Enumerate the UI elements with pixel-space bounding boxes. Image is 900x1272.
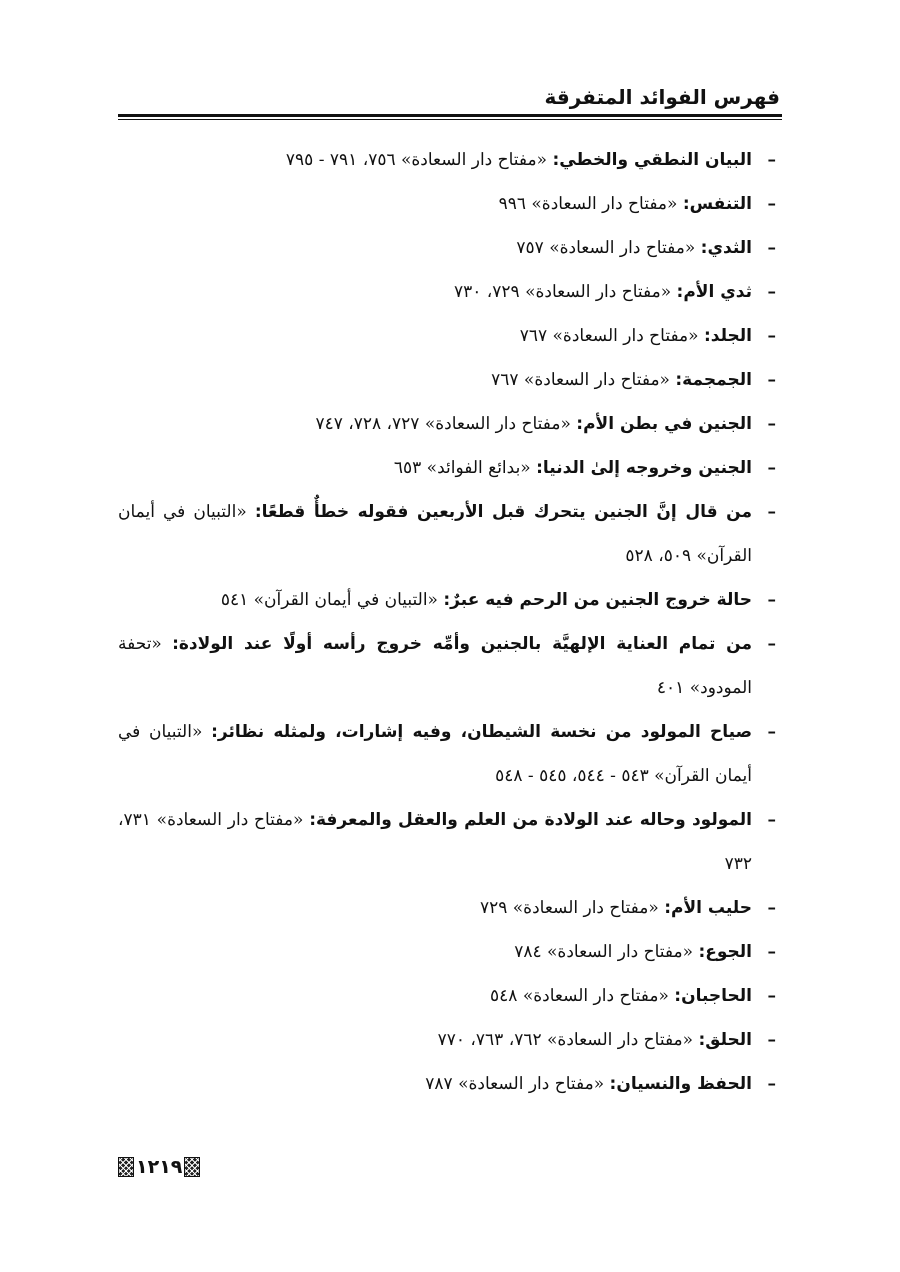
page-title: فهرس الفوائد المتفرقة: [544, 85, 780, 109]
entry-dash-icon: –: [767, 502, 776, 522]
ornament-left-icon: [118, 1157, 134, 1177]
entry-source: «مفتاح دار السعادة» ٧٦٧: [519, 326, 699, 346]
index-entry: [118, 622, 782, 710]
entry-term: البيان النطقي والخطي:: [552, 150, 752, 170]
entry-dash-icon: –: [767, 986, 776, 1006]
entry-dash-icon: –: [767, 898, 776, 918]
entry-source: «مفتاح دار السعادة» ٥٤٨: [490, 986, 669, 1006]
index-entry: [118, 1018, 782, 1062]
entry-term: الجمجمة:: [675, 370, 752, 390]
entry-dash-icon: –: [767, 194, 776, 214]
entry-term: ثدي الأم:: [676, 282, 752, 302]
index-entry: [118, 226, 782, 270]
ornament-right-icon: [184, 1157, 200, 1177]
entry-dash-icon: –: [767, 238, 776, 258]
index-entry: [118, 798, 782, 886]
entry-term: الحفظ والنسيان:: [609, 1074, 752, 1094]
entry-dash-icon: –: [767, 634, 776, 654]
entry-source: «مفتاح دار السعادة» ٧٢٩: [479, 898, 659, 918]
entry-term: الجوع:: [698, 942, 752, 962]
index-entries-list: [118, 138, 782, 1106]
entry-dash-icon: –: [767, 1074, 776, 1094]
page-number-block: [118, 1156, 200, 1178]
entry-source: «التبيان في أيمان القرآن» ٥٤٣ - ٥٤٤، ٥٤٥ - ٥٤٨: [118, 722, 752, 786]
entry-source: «مفتاح دار السعادة» ٧٦٢، ٧٦٣، ٧٧٠: [437, 1030, 694, 1050]
entry-term: صياح المولود من نخسة الشيطان، وفيه إشارات، ولمثله نظائر:: [211, 722, 753, 742]
entry-dash-icon: –: [767, 722, 776, 742]
entry-dash-icon: –: [767, 282, 776, 302]
index-entry: [118, 138, 782, 182]
index-entry: [118, 710, 782, 798]
index-entry: [118, 930, 782, 974]
index-entry: [118, 974, 782, 1018]
entry-term: الثدي:: [700, 238, 752, 258]
entry-term: الجنين وخروجه إلىٰ الدنيا:: [536, 458, 752, 478]
entry-source: «مفتاح دار السعادة» ٧٢٩، ٧٣٠: [454, 282, 672, 302]
entry-term: حليب الأم:: [664, 898, 752, 918]
header-rule-thin: [118, 119, 782, 120]
entry-dash-icon: –: [767, 414, 776, 434]
entry-source: «مفتاح دار السعادة» ٧٨٧: [425, 1074, 605, 1094]
entry-term: الحاجبان:: [674, 986, 752, 1006]
index-entry: [118, 270, 782, 314]
entry-dash-icon: –: [767, 590, 776, 610]
entry-source: «التبيان في أيمان القرآن» ٥٤١: [220, 590, 438, 610]
entry-source: «مفتاح دار السعادة» ٩٩٦: [498, 194, 678, 214]
index-entry: [118, 358, 782, 402]
entry-dash-icon: –: [767, 942, 776, 962]
index-entry: [118, 314, 782, 358]
entry-source: «بدائع الفوائد» ٦٥٣: [393, 458, 531, 478]
entry-source: «مفتاح دار السعادة» ٧٥٧: [516, 238, 696, 258]
entry-source: «مفتاح دار السعادة» ٧٨٤: [514, 942, 694, 962]
entry-dash-icon: –: [767, 326, 776, 346]
entry-term: الجنين في بطن الأم:: [576, 414, 752, 434]
entry-dash-icon: –: [767, 810, 776, 830]
entry-source: «مفتاح دار السعادة» ٧٦٧: [491, 370, 670, 390]
entry-term: من قال إنَّ الجنين يتحرك قبل الأربعين فقوله خطأٌ قطعًا:: [254, 502, 752, 522]
entry-term: التنفس:: [682, 194, 752, 214]
entry-source: «مفتاح دار السعادة» ٧٥٦، ٧٩١ - ٧٩٥: [285, 150, 548, 170]
entry-dash-icon: –: [767, 370, 776, 390]
index-entry: [118, 490, 782, 578]
entry-term: من تمام العناية الإلهيَّة بالجنين وأمِّه خروج رأسه أولًا عند الولادة:: [172, 634, 753, 654]
entry-term: الحلق:: [698, 1030, 752, 1050]
entry-source: «التبيان في أيمان القرآن» ٥٠٩، ٥٢٨: [118, 502, 752, 566]
entry-term: حالة خروج الجنين من الرحم فيه عبرٌ:: [443, 590, 752, 610]
index-entry: [118, 446, 782, 490]
index-entry: [118, 402, 782, 446]
entry-source: «مفتاح دار السعادة» ٧٢٧، ٧٢٨، ٧٤٧: [315, 414, 571, 434]
entry-source: «مفتاح دار السعادة» ٧٣١، ٧٣٢: [118, 810, 752, 874]
index-entry: [118, 886, 782, 930]
entry-dash-icon: –: [767, 458, 776, 478]
entry-term: المولود وحاله عند الولادة من العلم والعقل والمعرفة:: [309, 810, 752, 830]
header-rule-thick: [118, 114, 782, 117]
page-header: [118, 82, 782, 120]
index-entry: [118, 578, 782, 622]
entry-dash-icon: –: [767, 1030, 776, 1050]
page-number: ١٢١٩: [136, 1156, 183, 1178]
entry-source: «تحفة المودود» ٤٠١: [118, 634, 752, 698]
index-entry: [118, 182, 782, 226]
entry-dash-icon: –: [767, 150, 776, 170]
index-entry: [118, 1062, 782, 1106]
entry-term: الجلد:: [703, 326, 752, 346]
